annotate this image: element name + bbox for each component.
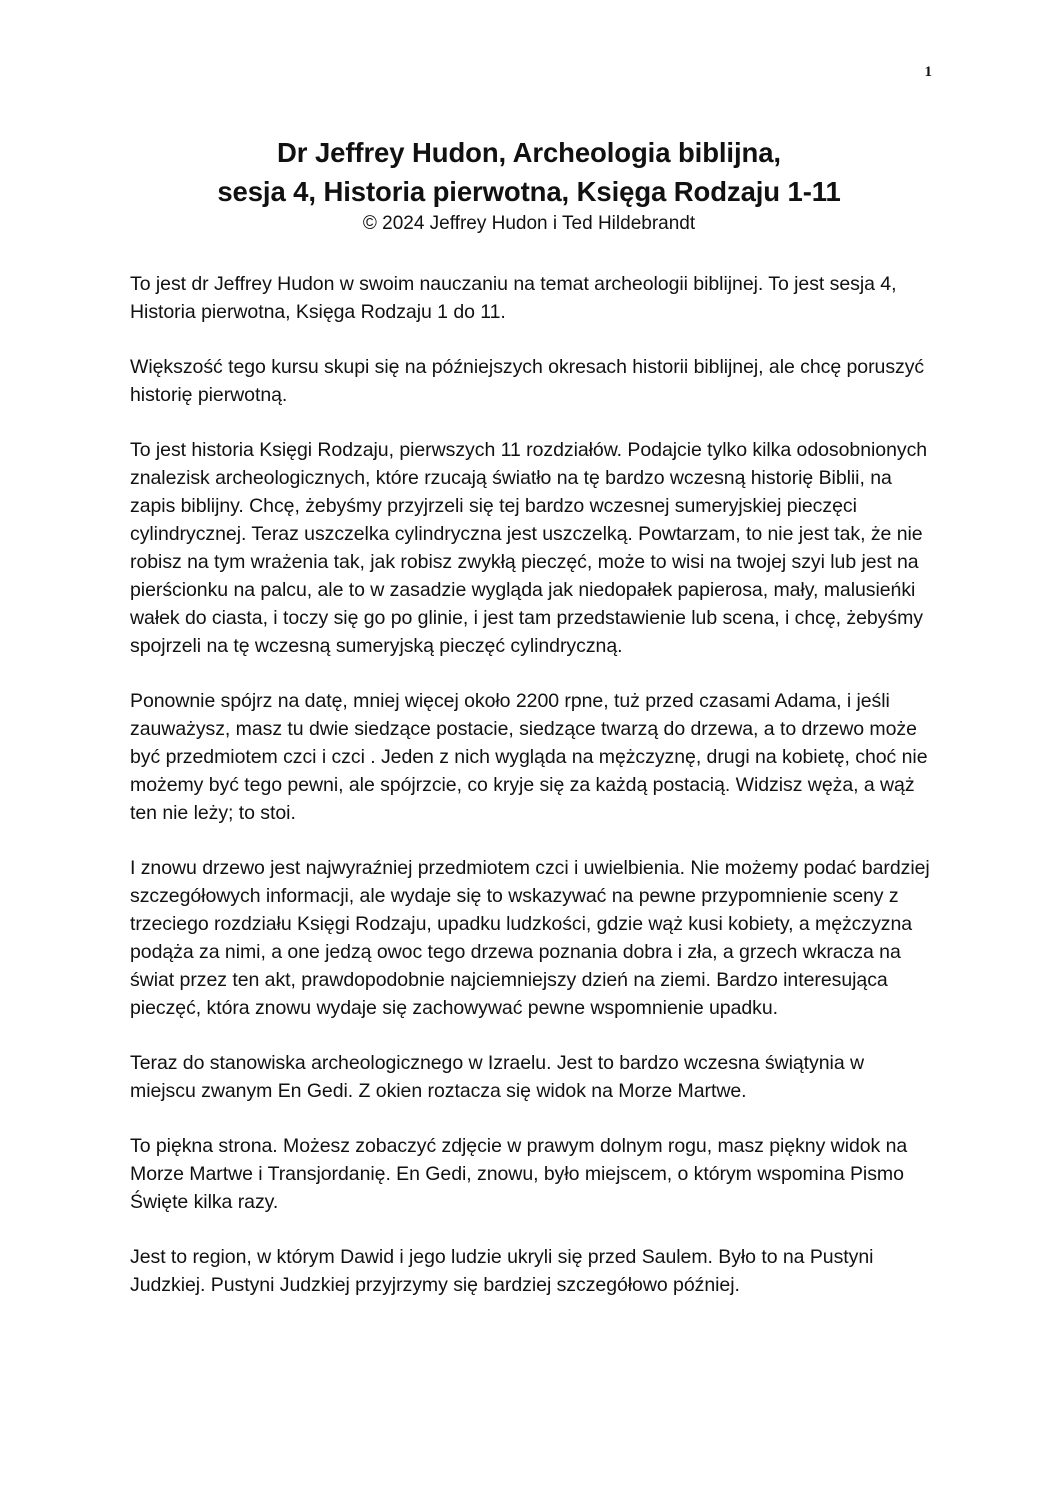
body-text <box>130 270 930 1326</box>
copyright-notice: © 2024 Jeffrey Hudon i Ted Hildebrandt <box>362 213 696 234</box>
document-title-line-1: Dr Jeffrey Hudon, Archeologia biblijna, <box>277 137 781 168</box>
paragraph: Ponownie spójrz na datę, mniej więcej około 2200 rpne, tuż przed czasami Adama, i jeśli zauważysz, masz tu dwie siedzące postacie, siedzące twarzą do drzewa, a to drzewo może być przedmiotem czci i czci . Jeden z nich wygląda na mężczyznę, drugi na kobietę, choć nie możemy być tego pewni, ale spójrzcie, co kryje się za każdą postacią. Widzisz węża, a wąż ten nie leży; to stoi. <box>130 690 928 824</box>
paragraph: Jest to region, w którym Dawid i jego ludzie ukryli się przed Saulem. Było to na Pustyni Judzkiej. Pustyni Judzkiej przyjrzymy się bardziej szczegółowo później. <box>130 1246 874 1296</box>
page-number: 1 <box>924 64 932 80</box>
document-title-line-2: sesja 4, Historia pierwotna, Księga Rodzaju 1-11 <box>217 176 841 207</box>
paragraph: Większość tego kursu skupi się na późniejszych okresach historii biblijnej, ale chcę poruszyć historię pierwotną. <box>130 356 925 406</box>
title-block <box>0 133 1058 237</box>
paragraph: To piękna strona. Możesz zobaczyć zdjęcie w prawym dolnym rogu, masz piękny widok na Morze Martwe i Transjordanię. En Gedi, znowu, było miejscem, o którym wspomina Pismo Święte kilka razy. <box>130 1135 908 1213</box>
paragraph: To jest dr Jeffrey Hudon w swoim nauczaniu na temat archeologii biblijnej. To jest sesja 4, Historia pierwotna, Księga Rodzaju 1 do 11. <box>130 273 897 323</box>
paragraph: I znowu drzewo jest najwyraźniej przedmiotem czci i uwielbienia. Nie możemy podać bardziej szczegółowych informacji, ale wydaje się to wskazywać na pewne przypomnienie sceny z trzeciego rozdziału Księgi Rodzaju, upadku ludzkości, gdzie wąż kusi kobiety, a mężczyzna podąża za nimi, a one jedzą owoc tego drzewa poznania dobra i zła, a grzech wkracza na świat przez ten akt, prawdopodobnie najciemniejszy dzień na ziemi. Bardzo interesująca pieczęć, która znowu wydaje się zachowywać pewne wspomnienie upadku. <box>130 857 930 1019</box>
paragraph: Teraz do stanowiska archeologicznego w Izraelu. Jest to bardzo wczesna świątynia w miejscu zwanym En Gedi. Z okien roztacza się widok na Morze Martwe. <box>130 1052 865 1102</box>
paragraph: To jest historia Księgi Rodzaju, pierwszych 11 rozdziałów. Podajcie tylko kilka odosobnionych znalezisk archeologicznych, które rzucają światło na tę bardzo wczesną historię Biblii, na zapis biblijny. Chcę, żebyśmy przyjrzeli się tej bardzo wczesnej sumeryjskiej pieczęci cylindrycznej. Teraz uszczelka cylindryczna jest uszczelką. Powtarzam, to nie jest tak, że nie robisz na tym wrażenia tak, jak robisz zwykłą pieczęć, może to wisi na twojej szyi lub jest na pierścionku na palcu, ale to w zasadzie wygląda jak niedopałek papierosa, mały, malusieńki wałek do ciasta, i toczy się go po glinie, i jest tam przedstawienie lub scena, i chcę, żebyśmy spojrzeli na tę wczesną sumeryjską pieczęć cylindryczną. <box>130 439 928 657</box>
